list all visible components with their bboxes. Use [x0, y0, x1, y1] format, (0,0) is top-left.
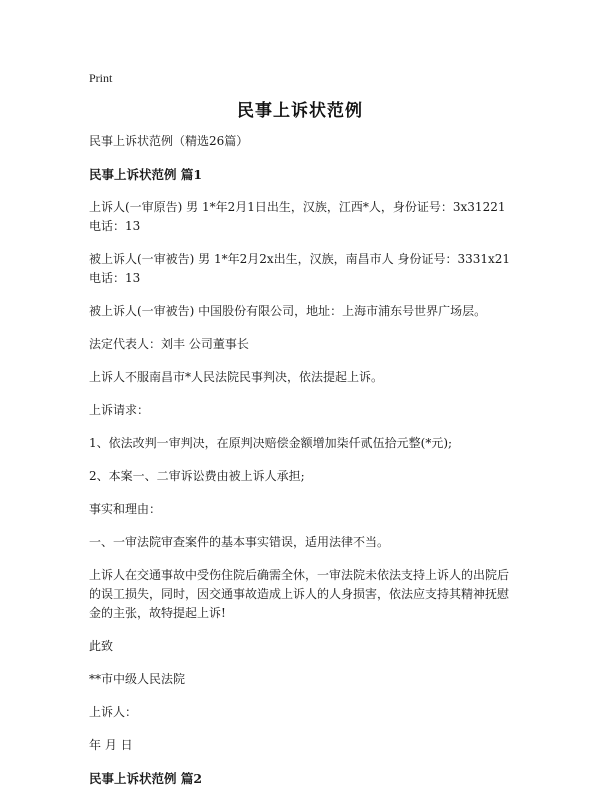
- court-name: **市中级人民法院: [89, 672, 186, 686]
- date-line: 年 月 日: [89, 738, 133, 752]
- fact-1: 一、一审法院审查案件的基本事实错误，适用法律不当。: [89, 535, 390, 549]
- appeal-request-1: 1、依法改判一审判决，在原判决赔偿金额增加柒仟贰伍拾元整(*元);: [89, 436, 453, 450]
- legal-representative: 法定代表人：刘丰 公司董事长: [89, 337, 249, 351]
- subtitle: 民事上诉状范例（精选26篇）: [89, 134, 249, 148]
- appellant-signature: 上诉人：: [89, 705, 138, 719]
- fact-detail: 上诉人在交通事故中受伤住院后确需全休，一审法院未依法支持上诉人的出院后的误工损失，同时，因交通事故造成上诉人的人身损害，依法应支持其精神抚慰金的主张，故特提起上诉!: [89, 568, 510, 620]
- appellee-info-1: 被上诉人(一审被告) 男 1*年2月2x出生，汉族，南昌市人 身份证号：3331x21 电话：13: [89, 252, 511, 285]
- section-heading: 民事上诉状范例 篇1: [89, 167, 203, 182]
- appeal-requests-label: 上诉请求：: [89, 403, 150, 417]
- document-body: [89, 132, 519, 802]
- section-heading-2: 民事上诉状范例 篇2: [89, 771, 203, 786]
- appellant-info: 上诉人(一审原告) 男 1*年2月1日出生，汉族，江西*人，身份证号：3x31221 电话：13: [89, 200, 506, 233]
- facts-label: 事实和理由：: [89, 502, 162, 516]
- appeal-statement: 上诉人不服南昌市*人民法院民事判决，依法提起上诉。: [89, 370, 384, 384]
- appellee-info-2: 被上诉人(一审被告) 中国股份有限公司，地址：上海市浦东号世界广场层。: [89, 304, 487, 318]
- print-link[interactable]: Print: [89, 71, 113, 85]
- appeal-request-2: 2、本案一、二审诉讼费由被上诉人承担;: [89, 469, 305, 483]
- page-title: 民事上诉状范例: [237, 101, 363, 121]
- closing-salutation: 此致: [89, 639, 114, 653]
